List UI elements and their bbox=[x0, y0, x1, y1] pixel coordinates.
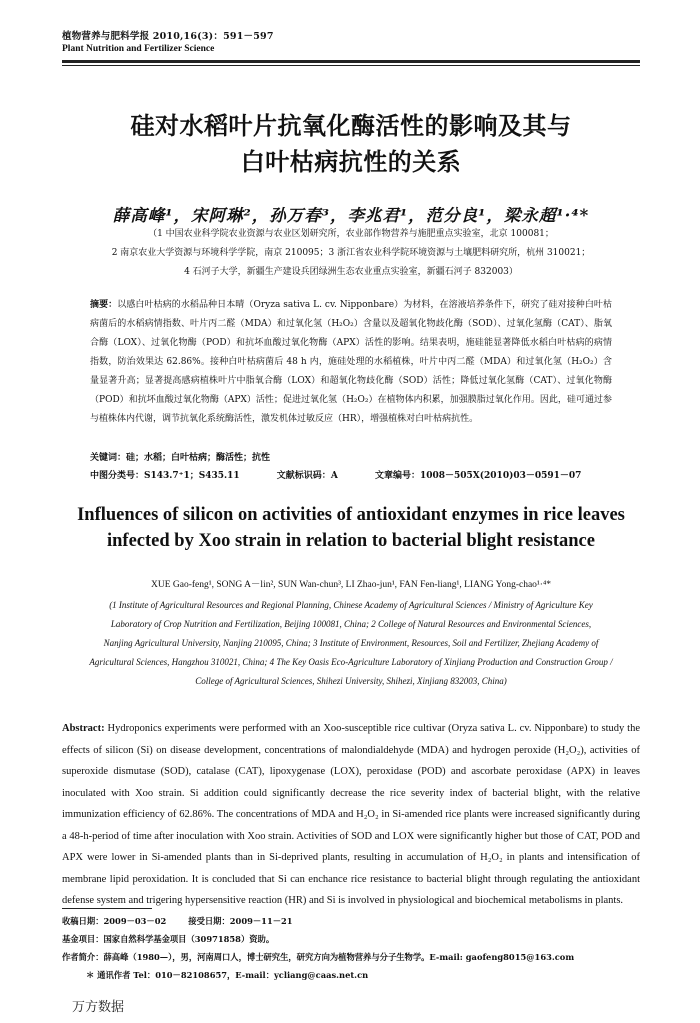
affiliation-cn-line: 4 石河子大学，新疆生产建设兵团绿洲生态农业重点实验室，新疆石河子 832003） bbox=[184, 267, 518, 277]
bio-value: 薛高峰（1980—），男，河南周口人，博士研究生，研究方向为植物营养与分子生物学。E-mail: gaofeng8015@163.com bbox=[103, 952, 575, 962]
bio-label: 作者简介： bbox=[62, 952, 104, 962]
affiliation-cn-line: （1 中国农业科学院农业资源与农业区划研究所，农业部作物营养与施肥重点实验室，北京 100081； bbox=[148, 229, 554, 239]
received-label: 收稿日期： bbox=[62, 916, 104, 926]
affiliation-en-line: College of Agricultural Sciences, Shihezi University, Shihezi, Xinjiang 832003, China) bbox=[195, 676, 507, 686]
authors-cn: 薛高峰¹，宋阿琳²，孙万春³，李兆君¹，范分良¹，梁永超¹·⁴* bbox=[112, 206, 590, 225]
title-cn-line1: 硅对水稻叶片抗氧化酶活性的影响及其与 bbox=[130, 111, 572, 140]
footnote-corresponding: ＊ 通讯作者 Tel：010－82108657，E-mail：ycliang@caas.net.cn bbox=[86, 970, 369, 980]
abstract-en-label: Abstract: bbox=[62, 723, 105, 734]
abstract-cn-text: 以感白叶枯病的水稻品种日本晴（Oryza sativa L. cv. Nipponbare）为材料，在溶液培养条件下，研究了硅对接种白叶枯病菌后的水稻病情指数、叶片丙二醛（MDA）和过氧化氢（H₂O₂）含量以及超氧化物歧化酶（SOD）、过氧化氢酶（CAT）、脂氧合酶（LOX）、过氧化物酶（POD）和抗坏血酸过氧化物酶（APX）活性的影响。结果表明，施硅能显著降低水稻白叶枯病的病情指数，防治效果达 62.86%。接种白叶枯病菌后 48 h 内，施硅处理的水稻植株，叶片中丙二醛（MDA）和过氧化氢（H₂O₂）含量显著升高；显著提高感病植株叶片中脂氧合酶（LOX）和超氧化物歧化酶（SOD）活性；降低过氧化氢酶（CAT）、过氧化物酶（POD）和抗坏血酸过氧化物酶（APX）活性；促进过氧化氢（H₂O₂）在植物体内积累，加强膜脂过氧化作用。因此，硅可通过参与植株体内代谢，调节抗氧化系统酶活性，激发机体过敏反应（HR），增强植株对白叶枯病抗性。 bbox=[90, 300, 612, 424]
header-rule-thin bbox=[62, 65, 640, 66]
abstract-cn bbox=[90, 296, 612, 429]
clc-label: 中图分类号： bbox=[90, 471, 145, 481]
article-number-label: 文章编号： bbox=[374, 471, 420, 481]
footnote-dates bbox=[62, 914, 293, 928]
affiliation-en-line: (1 Institute of Agricultural Resources and Regional Planning, Chinese Academy of Agricultural Sciences / Ministry of Agriculture Key bbox=[109, 600, 593, 610]
affiliations-cn bbox=[62, 225, 640, 282]
abstract-en bbox=[62, 718, 640, 912]
journal-header-en: Plant Nutrition and Fertilizer Science bbox=[62, 44, 215, 54]
doc-code-label: 文献标识码： bbox=[276, 471, 331, 481]
footnote-author-bio bbox=[62, 950, 574, 964]
title-en bbox=[62, 502, 640, 554]
keywords-cn bbox=[90, 450, 612, 463]
clc-value: S143.7⁺1；S435.11 bbox=[144, 471, 240, 481]
affiliations-en bbox=[62, 596, 640, 691]
affiliation-en-line: Agricultural Sciences, Hangzhou 310021, China; 4 The Key Oasis Eco-Agriculture Laboratory of Xinjiang Production and Construction Group / bbox=[89, 657, 613, 667]
affiliation-en-line: Nanjing Agricultural University, Nanjing 210095, China; 3 Institute of Environment, Resources, Soil and Fertilizer, Zhejiang Academy of bbox=[103, 638, 599, 648]
title-en-line2: infected by Xoo strain in relation to bacterial blight resistance bbox=[107, 531, 595, 551]
doc-code-value: A bbox=[330, 471, 338, 481]
accepted-date: 2009－11－21 bbox=[229, 916, 293, 926]
fund-label: 基金项目： bbox=[62, 934, 104, 944]
article-number-value: 1008－505X(2010)03－0591－07 bbox=[419, 471, 582, 481]
accepted-label: 接受日期： bbox=[188, 916, 230, 926]
received-date: 2009－03－02 bbox=[103, 916, 167, 926]
abstract-en-text: Hydroponics experiments were performed with an Xoo-susceptible rice cultivar (Oryza sativa L. cv. Nipponbare) to study the effects of silicon (Si) on disease development, concentrations of malondialdehyde (MDA) and hydrogen peroxide (H₂O₂), activities of superoxide dismutase (SOD), catalase (CAT), lipoxygenase (LOX), peroxidase (POD) and ascorbate peroxidase (APX) in leaves inoculated with Xoo strain. Si addition could significantly decrease the rice severity index of bacterial blight, with the relative immunization efficiency of 62.86%. The concentrations of MDA and H₂O₂ in Si-amended rice plants were increased significantly during a 48-h-period of time after inoculation with Xoo strain. Activities of SOD and LOX were significantly higher but those of CAT, POD and APX were lower in Si-amended plants than in Si-deprived plants, resulting in accumulation of H₂O₂ in plants and intensification of membrane lipid peroxidation. It is concluded that Si can enchance rice resistance to bacterial blight through regulating the antioxidant defense system and trigering hypersensitive reaction (HR) and Si is involved in physiological and biochemical metabolisms in plants. bbox=[62, 723, 640, 906]
title-cn bbox=[62, 108, 640, 180]
classification-cn bbox=[90, 468, 612, 481]
keywords-cn-text: 硅；水稻；白叶枯病；酶活性；抗性 bbox=[126, 453, 271, 463]
footnote-rule bbox=[62, 908, 152, 909]
journal-header-cn: 植物营养与肥料学报 2010,16(3)：591－597 bbox=[62, 31, 274, 42]
keywords-cn-label: 关键词： bbox=[90, 453, 127, 463]
fund-value: 国家自然科学基金项目（30971858）资助。 bbox=[103, 934, 275, 944]
authors-en: XUE Gao-feng¹, SONG A－lin², SUN Wan-chun³, LI Zhao-jun¹, FAN Fen-liang¹, LIANG Yong-chao¹·⁴* bbox=[150, 580, 552, 590]
footnote-fund bbox=[62, 932, 274, 946]
title-cn-line2: 白叶枯病抗性的关系 bbox=[240, 147, 462, 176]
affiliation-cn-line: 2 南京农业大学资源与环境科学学院，南京 210095；3 浙江省农业科学院环境资源与土壤肥料研究所，杭州 310021； bbox=[111, 248, 591, 258]
title-en-line1: Influences of silicon on activities of antioxidant enzymes in rice leaves bbox=[77, 505, 625, 525]
affiliation-en-line: Laboratory of Crop Nutrition and Fertilization, Beijing 100081, China; 2 College of Natural Resources and Environmental Sciences, bbox=[110, 619, 592, 629]
header-rule-thick bbox=[62, 60, 640, 63]
abstract-cn-label: 摘要： bbox=[90, 300, 118, 310]
watermark: 万方数据 bbox=[72, 1000, 125, 1015]
